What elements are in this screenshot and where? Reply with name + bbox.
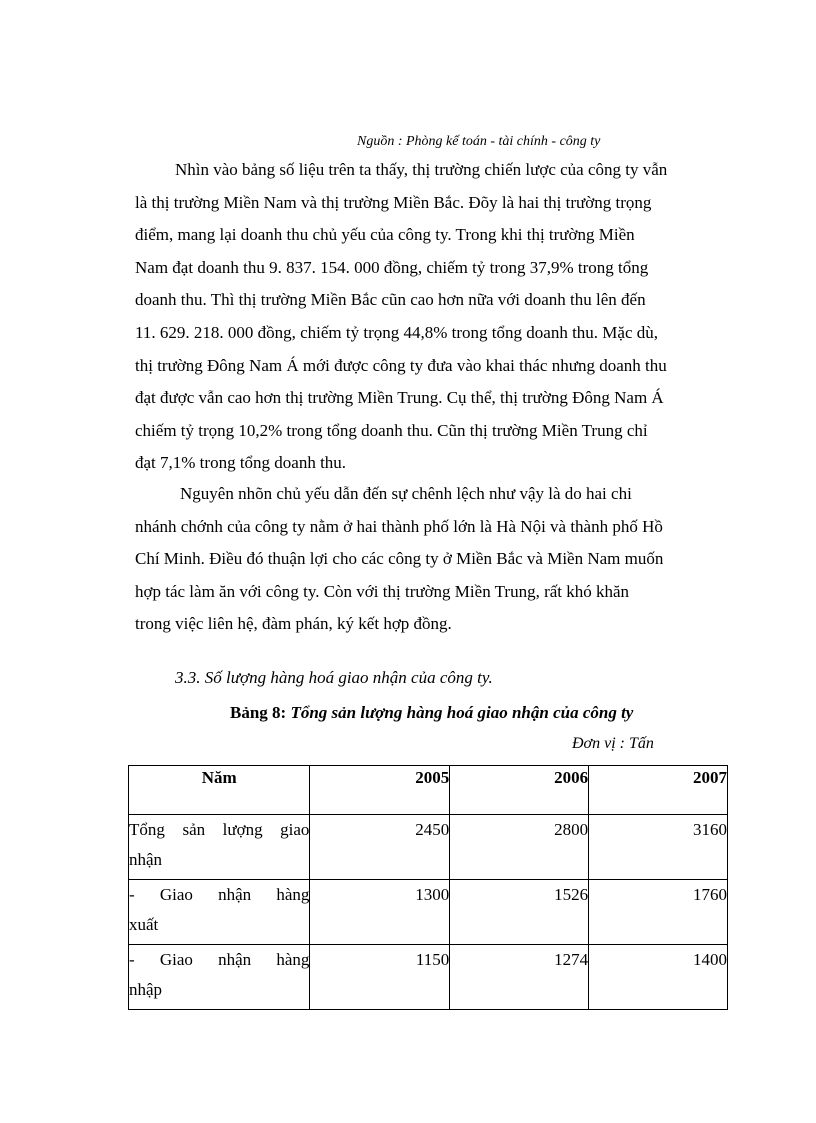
paragraph-line: 11. 629. 218. 000 đồng, chiếm tỷ trọng 44,8% trong tổng doanh thu. Mặc dù, [135,322,659,342]
header-2005: 2005 [310,766,450,815]
paragraph-line: đạt 7,1% trong tổng doanh thu. [135,453,347,473]
row-label-line: nhập [129,980,163,999]
paragraph-line: điểm, mang lại doanh thu chủ yếu của công ty. Trong khi thị trường Miền [135,225,635,245]
cell-value: 2800 [450,815,589,880]
paragraph-reasons [135,478,705,641]
cell-value: 1300 [310,880,450,945]
table-header-row [129,766,728,815]
row-label-line: nhận [129,850,163,869]
row-label-line: xuất [129,915,159,934]
row-label-line: - Giao nhận hàng [129,885,310,904]
paragraph-line: doanh thu. Thì thị trường Miền Bắc cũn cao hơn nữa với doanh thu lên đến [135,290,646,310]
freight-volume-table [128,765,728,1010]
cell-value: 3160 [589,815,728,880]
header-2006: 2006 [450,766,589,815]
source-note: Nguồn : Phòng kế toán - tài chính - công ty [357,134,601,149]
cell-value: 1274 [450,945,589,1010]
cell-value: 1150 [310,945,450,1010]
row-label-line: - Giao nhận hàng [129,950,310,969]
paragraph-line: Nam đạt doanh thu 9. 837. 154. 000 đồng, chiếm tỷ trong 37,9% trong tổng [135,257,649,277]
row-label [129,880,310,945]
table-row [129,880,728,945]
table-caption-title: Tổng sản lượng hàng hoá giao nhận của công ty [290,703,634,722]
cell-value: 2450 [310,815,450,880]
paragraph-market-analysis [135,154,705,480]
paragraph-line: Chí Minh. Điều đó thuận lợi cho các công ty ở Miền Bắc và Miền Nam muốn [135,549,664,569]
paragraph-line: là thị trường Miền Nam và thị trường Miền Bắc. Đõy là hai thị trường trọng [135,192,652,212]
table-caption [230,703,633,723]
header-2007: 2007 [589,766,728,815]
paragraph-line: chiếm tỷ trọng 10,2% trong tổng doanh thu. Cũn thị trường Miền Trung chỉ [135,420,648,440]
paragraph-line: nhánh chớnh của công ty nằm ở hai thành phố lớn là Hà Nội và thành phố Hồ [135,516,663,536]
row-label-line: Tổng sản lượng giao [129,820,310,839]
paragraph-line: trong việc liên hệ, đàm phán, ký kết hợp đồng. [135,614,452,634]
row-label [129,945,310,1010]
paragraph-line: hợp tác làm ăn với công ty. Còn với thị trường Miền Trung, rất khó khăn [135,581,630,601]
paragraph-line: Nguyên nhõn chủ yếu dẫn đến sự chênh lệch như vậy là do hai chi [180,484,632,503]
cell-value: 1760 [589,880,728,945]
row-label [129,815,310,880]
table-row [129,945,728,1010]
unit-note: Đơn vị : Tấn [572,735,654,752]
header-year-label: Năm [129,766,310,815]
paragraph-line: đạt được vẫn cao hơn thị trường Miền Trung. Cụ thể, thị trường Đông Nam Á [135,388,664,408]
paragraph-line: thị trường Đông Nam Á mới được công ty đưa vào khai thác nhưng doanh thu [135,355,667,375]
cell-value: 1526 [450,880,589,945]
paragraph-line: Nhìn vào bảng số liệu trên ta thấy, thị trường chiến lược của công ty vẫn [175,160,668,179]
cell-value: 1400 [589,945,728,1010]
section-heading: 3.3. Số lượng hàng hoá giao nhận của công ty. [175,668,493,687]
table-row [129,815,728,880]
table-caption-prefix: Bảng 8: [230,703,291,722]
